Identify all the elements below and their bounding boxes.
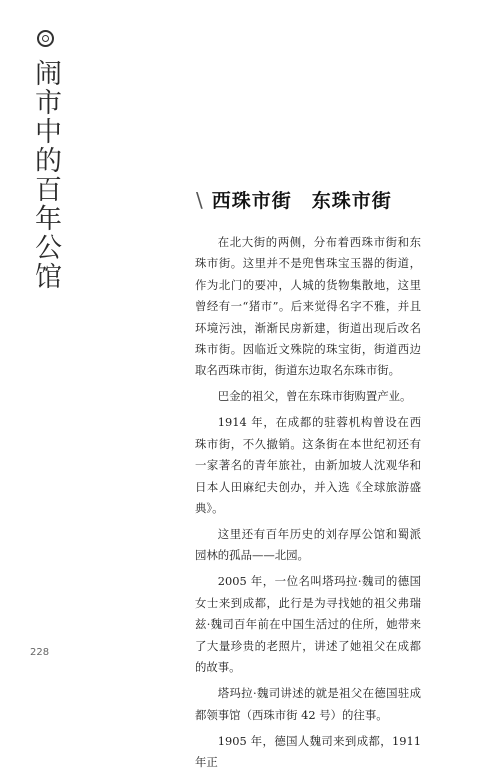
heading-slash-mark: \	[196, 187, 203, 212]
paragraph: 2005 年，一位名叫塔玛拉·魏司的德国女士来到成都，此行是为寻找她的祖父弗瑞兹·魏司百年前在中国生活过的住所，她带来了大量珍贵的老照片，讲述了她祖父在成都的故事。	[195, 574, 421, 675]
section-heading	[196, 186, 392, 213]
heading-title: 西珠市街 东珠市街	[211, 190, 392, 212]
paragraph: 巴金的祖父，曾在东珠市街购置产业。	[217, 389, 412, 404]
paragraph: 这里还有百年历史的刘存厚公馆和蜀派园林的孤品——北园。	[195, 527, 421, 563]
paragraph: 在北大街的两侧，分布着西珠市街和东珠市街。这里并不是兜售珠宝玉器的街道，作为北门的要冲，人城的货物集散地，这里曾经有一“猪市”。后来觉得名字不雅，并且环境污浊，渐渐民房新建，街道出现后改名珠市街。因临近文殊院的珠宝街，街道西边取名西珠市街，街道东边取名东珠市街。	[195, 235, 421, 378]
body-text	[195, 232, 421, 778]
paragraph: 1914 年，在成都的驻蓉机构曾设在西珠市街，不久撤销。这条街在本世纪初还有一家著名的青年旅社，由新加坡人沈观华和日本人田麻纪夫创办，并入选《全球旅游盛典》。	[195, 415, 421, 516]
paragraph: 1905 年，德国人魏司来到成都，1911 年正	[195, 733, 421, 769]
paragraph: 塔玛拉·魏司讲述的就是祖父在德国驻成都领事馆（西珠市街 42 号）的往事。	[195, 686, 421, 722]
chapter-title-text: 闹市中的百年公馆	[30, 59, 61, 291]
vertical-chapter-title	[30, 30, 60, 291]
double-circle-icon	[37, 30, 54, 47]
page-number: 228	[30, 647, 50, 658]
